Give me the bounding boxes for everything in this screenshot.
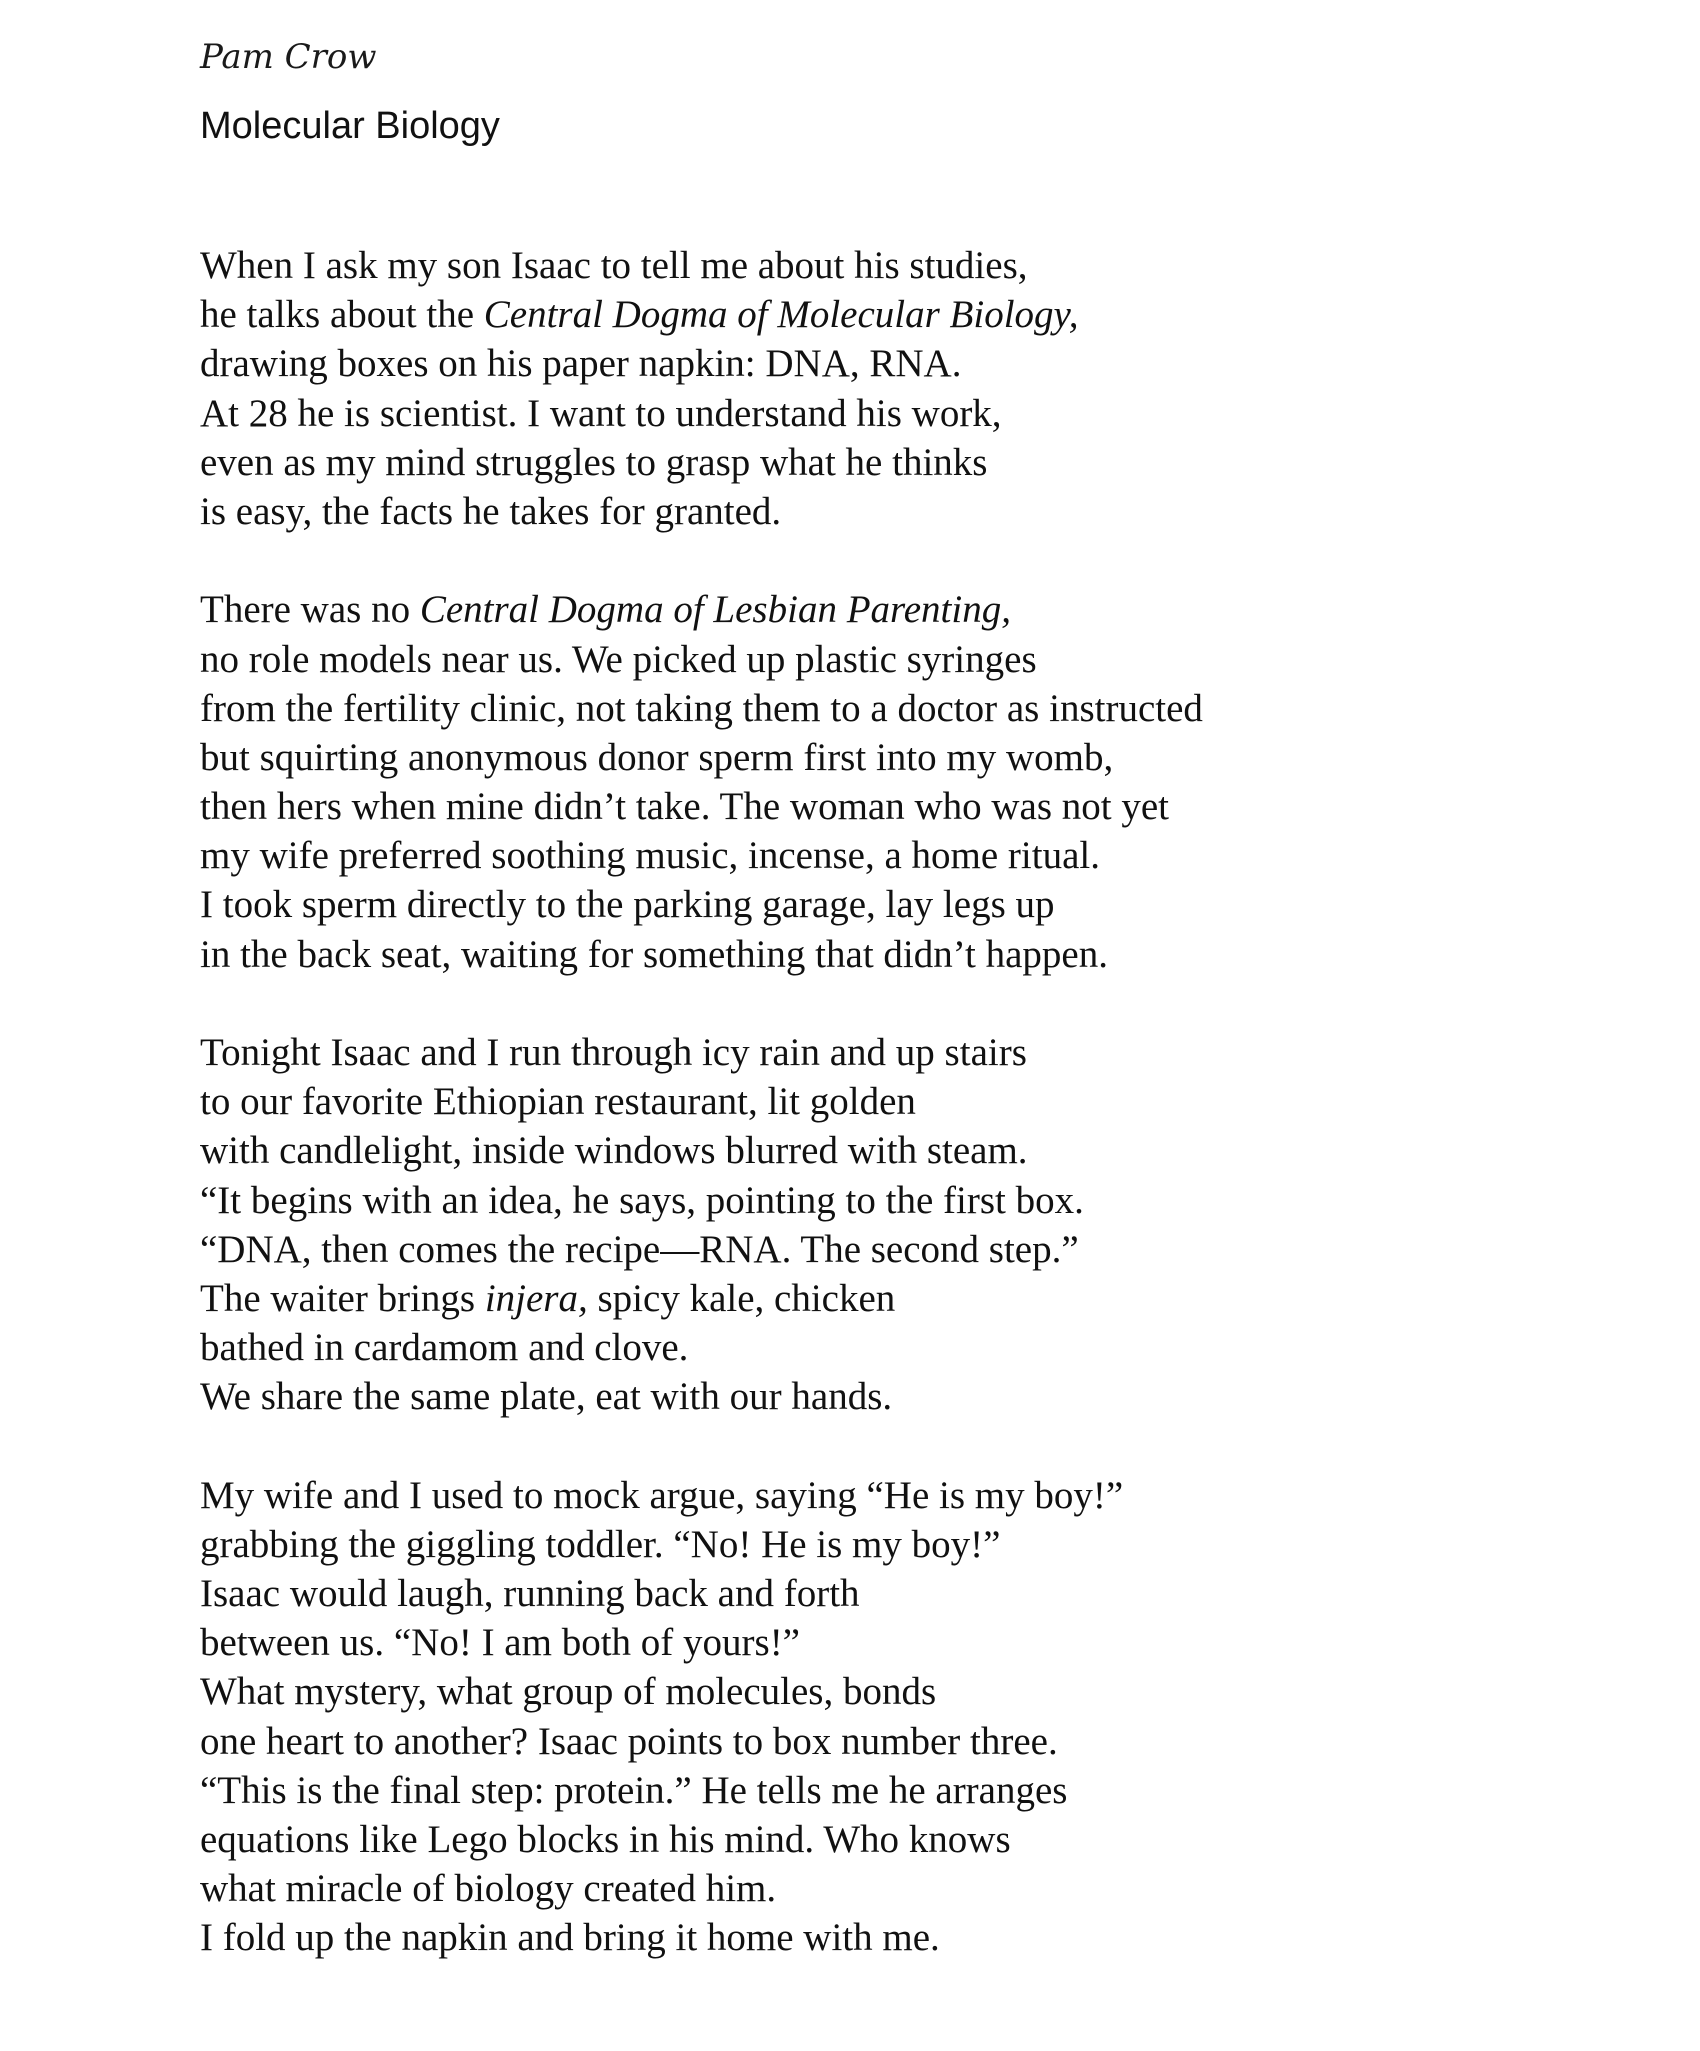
stanza [200,1028,1203,1422]
poem-line [200,930,1203,979]
line-text: drawing boxes on his paper napkin: DNA, RNA. [200,342,962,386]
line-text: in the back seat, waiting for something that didn’t happen. [200,932,1108,976]
poem-line [200,389,1203,438]
poem-line [200,782,1203,831]
italic-phrase: Central Dogma of Lesbian Parenting, [419,588,1011,632]
line-text: bathed in cardamom and clove. [200,1326,689,1370]
poem-line [200,1766,1203,1815]
line-text: he talks about the [200,293,484,337]
poem-line [200,733,1203,782]
poem-line [200,684,1203,733]
line-text: We share the same plate, eat with our hands. [200,1375,893,1419]
poem-line [200,1569,1203,1618]
line-text: equations like Lego blocks in his mind. Who knows [200,1818,1011,1861]
line-text: no role models near us. We picked up plastic syringes [200,637,1037,681]
line-text: What mystery, what group of molecules, bonds [200,1670,937,1714]
poem-line [200,487,1203,536]
line-text: I took sperm directly to the parking garage, lay legs up [200,883,1055,927]
line-text: I fold up the napkin and bring it home with me. [200,1916,940,1960]
poem-line [200,1864,1203,1913]
line-text: to our favorite Ethiopian restaurant, lit golden [200,1080,916,1124]
poem-line [200,1176,1203,1225]
poem-line [200,1225,1203,1274]
poem-line [200,1913,1203,1962]
line-text: The waiter brings [200,1276,485,1320]
italic-phrase: Central Dogma of Molecular Biology, [483,293,1079,337]
stanza-break [200,979,1203,1028]
line-text: When I ask my son Isaac to tell me about his studies, [200,244,1028,287]
line-text: “This is the final step: protein.” He tells me he arranges [200,1768,1068,1812]
poem-line [200,1126,1203,1175]
line-text: my wife preferred soothing music, incense, a home ritual. [200,834,1100,878]
poem-line [200,585,1203,634]
line-text: is easy, the facts he takes for granted. [200,489,782,533]
poem-line [200,290,1203,339]
poem-line [200,831,1203,880]
stanza [200,1471,1203,1963]
line-text: Isaac would laugh, running back and forth [200,1572,860,1616]
line-text: what miracle of biology created him. [200,1867,777,1911]
italic-phrase: injera, [484,1276,588,1320]
line-text: but squirting anonymous donor sperm first into my womb, [200,735,1114,779]
line-text: even as my mind struggles to grasp what he thinks [200,440,988,484]
poem-line [200,1028,1203,1077]
poem-line [200,1077,1203,1126]
poem-line [200,241,1203,290]
line-text: grabbing the giggling toddler. “No! He is my boy!” [200,1522,1001,1566]
line-text: from the fertility clinic, not taking them to a doctor as instructed [200,686,1203,730]
poem-line [200,438,1203,487]
stanza [200,241,1203,536]
line-text: one heart to another? Isaac points to box number three. [200,1719,1058,1763]
poem-line [200,1274,1203,1323]
poem-line [200,1520,1203,1569]
author-name: Pam Crow [200,37,377,77]
stanza [200,585,1203,979]
poem-line [200,339,1203,388]
poem-line [200,880,1203,929]
poem-line [200,1815,1203,1864]
line-text: spicy kale, chicken [587,1276,896,1320]
poem-line [200,1667,1203,1716]
poem-title: Molecular Biology [200,105,500,147]
line-text: “It begins with an idea, he says, pointing to the first box. [200,1178,1084,1222]
line-text: My wife and I used to mock argue, saying “He is my boy!” [200,1473,1124,1517]
line-text: between us. “No! I am both of yours!” [200,1621,800,1665]
poem-line [200,1717,1203,1766]
line-text: At 28 he is scientist. I want to understand his work, [200,391,1002,435]
poem-line [200,1618,1203,1667]
stanza-break [200,1422,1203,1471]
poem-line [200,1471,1203,1520]
poem-line [200,1323,1203,1372]
poem-line [200,635,1203,684]
poem-body [200,241,1203,1963]
line-text: There was no [200,588,420,632]
line-text: then hers when mine didn’t take. The woman who was not yet [200,785,1170,829]
line-text: Tonight Isaac and I run through icy rain and up stairs [200,1031,1027,1074]
line-text: “DNA, then comes the recipe—RNA. The second step.” [200,1227,1079,1271]
stanza-break [200,536,1203,585]
poem-line [200,1372,1203,1421]
line-text: with candlelight, inside windows blurred with steam. [200,1129,1028,1173]
